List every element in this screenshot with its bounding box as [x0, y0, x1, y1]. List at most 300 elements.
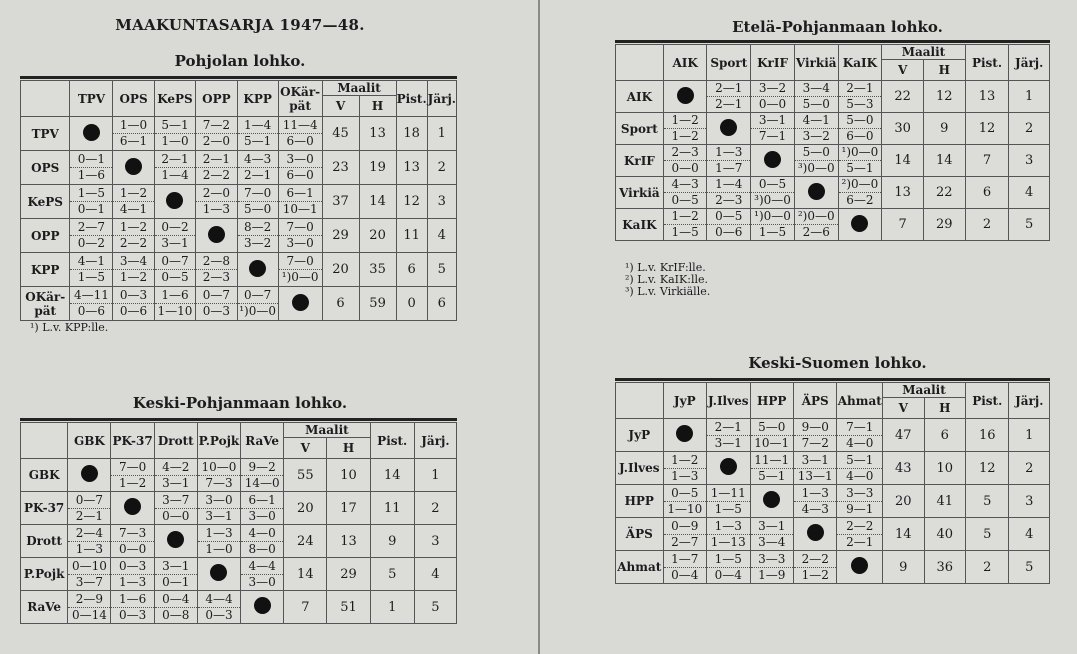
home-score: ¹)0—0	[839, 145, 882, 161]
match-result-cell	[154, 117, 196, 151]
match-result-cell	[154, 459, 197, 492]
match-result-cell	[663, 485, 706, 518]
match-result-cell	[278, 219, 322, 253]
filled-circle-icon	[83, 124, 100, 141]
filled-circle-icon	[125, 158, 142, 175]
rank: 3	[1009, 485, 1050, 518]
away-score: 3—1	[205, 508, 233, 523]
match-result-cell	[111, 591, 154, 624]
filled-circle-icon	[167, 531, 184, 548]
home-score: ²)0—0	[795, 209, 838, 225]
home-score: 1—2	[664, 209, 707, 225]
match-result-cell	[70, 253, 113, 287]
team-name: KePS	[21, 185, 70, 219]
team-name: Sport	[616, 113, 664, 145]
points: 2	[965, 551, 1008, 584]
rank-header: Järj.	[1009, 383, 1050, 419]
match-result-cell	[278, 117, 322, 151]
match-result-cell	[750, 518, 793, 551]
column-header-gbk: GBK	[68, 423, 111, 459]
corner-cell	[21, 423, 68, 459]
points: 7	[965, 145, 1009, 177]
home-score: 0—3	[113, 288, 153, 304]
match-result-cell	[751, 177, 795, 209]
home-score: 10—0	[198, 460, 240, 476]
home-score: 2—1	[196, 152, 236, 168]
column-header-aik: AIK	[663, 45, 707, 81]
away-score: 1—2	[801, 567, 829, 582]
table-row	[21, 525, 457, 558]
away-score: 0—2	[77, 236, 106, 250]
column-header-j-ilves: J.Ilves	[707, 383, 750, 419]
home-score: 7—0	[111, 460, 153, 476]
match-result-cell	[68, 591, 111, 624]
match-result-cell	[793, 485, 836, 518]
rank-header: Järj.	[1009, 45, 1050, 81]
table-rule	[615, 40, 1050, 43]
rank: 2	[1009, 452, 1050, 485]
goals-for: 45	[322, 117, 359, 151]
table-row	[616, 113, 1050, 145]
away-score: 9—1	[846, 501, 874, 516]
points: 14	[370, 459, 414, 492]
points: 11	[396, 219, 427, 253]
home-score: 11—1	[751, 453, 793, 469]
goals-for-header: V	[284, 438, 327, 459]
home-score: 5—0	[795, 145, 838, 161]
away-score: 1—10	[667, 501, 703, 516]
goals-for: 23	[322, 151, 359, 185]
match-result-cell	[707, 419, 750, 452]
team-name: OPS	[21, 151, 70, 185]
column-header-ahmat: Ahmat	[837, 383, 883, 419]
home-score: 1—3	[198, 526, 240, 542]
points: 12	[965, 452, 1008, 485]
away-score: 0—0	[671, 161, 699, 175]
away-score: 3—1	[161, 236, 189, 250]
team-name: AIK	[616, 81, 664, 113]
home-score: 7—1	[837, 420, 882, 436]
goals-against: 29	[327, 558, 370, 591]
match-result-cell	[707, 177, 751, 209]
rank: 3	[414, 525, 456, 558]
home-score: 1—3	[707, 145, 750, 161]
home-score: 2—8	[196, 254, 236, 270]
match-result-cell	[70, 151, 113, 185]
rank: 3	[427, 185, 456, 219]
points: 18	[396, 117, 427, 151]
standings-table-keski-pohjanmaa	[20, 422, 457, 624]
home-score: 0—7	[196, 288, 236, 304]
standings-table-etela-pohjanmaa	[615, 44, 1050, 241]
home-score: 3—1	[155, 559, 197, 575]
away-score: 1—2	[118, 475, 147, 490]
team-name: OPP	[21, 219, 70, 253]
home-score: 0—5	[707, 209, 750, 225]
self-match-cell	[707, 452, 750, 485]
home-score: 3—3	[837, 486, 882, 502]
match-result-cell	[663, 452, 706, 485]
home-score: 4—11	[70, 288, 112, 304]
home-score: 4—3	[238, 152, 278, 168]
column-header-äps: ÄPS	[793, 383, 836, 419]
match-result-cell	[241, 558, 284, 591]
team-name: KrIF	[616, 145, 664, 177]
home-score: 3—7	[155, 493, 197, 509]
home-score: 1—5	[70, 186, 112, 202]
goals-against-header: H	[924, 398, 965, 419]
points: 6	[396, 253, 427, 287]
filled-circle-icon	[851, 557, 868, 574]
table-row	[616, 177, 1050, 209]
column-header-krif: KrIF	[751, 45, 795, 81]
goals-against: 22	[923, 177, 965, 209]
home-score: 3—0	[279, 152, 322, 168]
points: 9	[370, 525, 414, 558]
table-row	[21, 558, 457, 591]
filled-circle-icon	[677, 87, 694, 104]
main-title: MAAKUNTASARJA 1947—48.	[115, 16, 365, 34]
home-score: 1—4	[707, 177, 750, 193]
points: 5	[370, 558, 414, 591]
away-score: 0—0	[162, 508, 190, 523]
match-result-cell	[70, 185, 113, 219]
home-score: 7—0	[238, 186, 278, 202]
rank: 4	[427, 219, 456, 253]
team-name: JyP	[616, 419, 664, 452]
away-score: 0—5	[671, 193, 699, 207]
away-score: 1—13	[710, 534, 746, 549]
goals-for: 55	[284, 459, 327, 492]
table-row	[21, 117, 457, 151]
match-result-cell	[237, 117, 278, 151]
goals-against: 35	[359, 253, 396, 287]
team-name: RaVe	[21, 591, 68, 624]
points-header: Pist.	[965, 45, 1009, 81]
home-score: 2—1	[707, 420, 749, 436]
match-result-cell	[113, 253, 154, 287]
filled-circle-icon	[720, 119, 737, 136]
away-score: 2—7	[671, 534, 699, 549]
away-score: 3—7	[75, 574, 104, 589]
home-score: 7—0	[279, 220, 322, 236]
home-score: 1—5	[707, 552, 749, 568]
goals-against: 59	[359, 287, 396, 321]
home-score: 4—3	[664, 177, 707, 193]
away-score: 0—0	[118, 541, 147, 556]
table-row	[21, 185, 457, 219]
match-result-cell	[113, 287, 154, 321]
filled-circle-icon	[720, 458, 737, 475]
home-score: 6—1	[241, 493, 283, 509]
away-score: 0—8	[162, 607, 190, 622]
away-score: 5—0	[802, 97, 830, 111]
home-score: 0—7	[68, 493, 110, 509]
away-score: 0—3	[202, 304, 231, 318]
points: 2	[965, 209, 1009, 241]
goals-for: 7	[284, 591, 327, 624]
away-score: 1—4	[161, 168, 189, 182]
footnote: ¹) L.v. KrIF:lle.	[625, 261, 706, 274]
goals-for: 6	[322, 287, 359, 321]
corner-cell	[616, 383, 664, 419]
goals-for: 43	[883, 452, 924, 485]
corner-cell	[21, 81, 70, 117]
column-header-tpv: TPV	[70, 81, 113, 117]
points: 12	[965, 113, 1009, 145]
match-result-cell	[237, 219, 278, 253]
home-score: 2—1	[155, 152, 196, 168]
points-header: Pist.	[396, 81, 427, 117]
goals-header: Maalit	[883, 383, 966, 398]
table-row	[616, 452, 1050, 485]
match-result-cell	[707, 518, 750, 551]
home-score: 1—2	[113, 186, 153, 202]
table-row	[616, 485, 1050, 518]
match-result-cell	[837, 518, 883, 551]
away-score: 4—1	[119, 202, 148, 216]
goals-for-header: V	[883, 398, 924, 419]
away-score: 6—0	[286, 168, 314, 182]
column-header-okär-pät: OKär-pät	[278, 81, 322, 117]
filled-circle-icon	[254, 597, 271, 614]
home-score: 4—2	[155, 460, 197, 476]
home-score: 2—1	[839, 81, 882, 97]
home-score: 1—2	[113, 220, 153, 236]
points-header: Pist.	[370, 423, 414, 459]
away-score: 1—2	[671, 129, 699, 143]
away-score: 3—2	[244, 236, 272, 250]
home-score: 3—1	[794, 453, 836, 469]
corner-cell	[616, 45, 664, 81]
home-score: 3—1	[751, 519, 793, 535]
away-score: 1—9	[758, 567, 786, 582]
goals-against: 13	[327, 525, 370, 558]
column-header-rave: RaVe	[241, 423, 284, 459]
rank-header: Järj.	[427, 81, 456, 117]
table-row	[21, 459, 457, 492]
home-score: 0—2	[155, 220, 196, 236]
filled-circle-icon	[81, 465, 98, 482]
away-score: 7—2	[801, 435, 829, 450]
away-score: 6—0	[286, 134, 314, 148]
goals-against-header: H	[327, 438, 370, 459]
self-match-cell	[241, 591, 284, 624]
away-score: 1—5	[671, 225, 699, 239]
match-result-cell	[663, 209, 707, 241]
goals-header: Maalit	[284, 423, 370, 438]
away-score: 2—3	[715, 193, 743, 207]
away-score: 1—3	[671, 468, 699, 483]
match-result-cell	[751, 113, 795, 145]
match-result-cell	[663, 551, 706, 584]
match-result-cell	[111, 558, 154, 591]
home-score: 4—4	[241, 559, 283, 575]
away-score: 3—1	[162, 475, 190, 490]
table-row	[21, 591, 457, 624]
points: 16	[965, 419, 1008, 452]
home-score: 0—1	[70, 152, 112, 168]
match-result-cell	[154, 558, 197, 591]
team-name: TPV	[21, 117, 70, 151]
goals-against: 10	[924, 452, 965, 485]
self-match-cell	[663, 81, 707, 113]
away-score: ¹)0—0	[239, 304, 277, 318]
away-score: ³)0—0	[754, 193, 791, 207]
away-score: 3—4	[758, 534, 786, 549]
away-score: 0—3	[118, 607, 147, 622]
match-result-cell	[237, 185, 278, 219]
away-score: 1—5	[77, 270, 106, 284]
match-result-cell	[237, 287, 278, 321]
away-score: 1—0	[161, 134, 189, 148]
home-score: 5—1	[155, 118, 196, 134]
rank: 2	[427, 151, 456, 185]
away-score: 2—2	[119, 236, 148, 250]
match-result-cell	[197, 591, 240, 624]
goals-for: 29	[322, 219, 359, 253]
goals-against: 9	[923, 113, 965, 145]
match-result-cell	[197, 459, 240, 492]
goals-for: 20	[322, 253, 359, 287]
home-score: 0—3	[111, 559, 153, 575]
match-result-cell	[70, 219, 113, 253]
match-result-cell	[196, 253, 237, 287]
away-score: 2—6	[802, 225, 830, 239]
points: 6	[965, 177, 1009, 209]
home-score: 9—2	[241, 460, 283, 476]
rank: 2	[414, 492, 456, 525]
match-result-cell	[838, 177, 882, 209]
team-name: P.Pojk	[21, 558, 68, 591]
away-score: 13—1	[797, 468, 833, 483]
goals-header: Maalit	[882, 45, 965, 60]
match-result-cell	[750, 419, 793, 452]
home-score: 2—0	[196, 186, 236, 202]
table-row	[616, 145, 1050, 177]
points: 11	[370, 492, 414, 525]
rank: 5	[1009, 551, 1050, 584]
away-score: 7—3	[205, 475, 233, 490]
match-result-cell	[837, 485, 883, 518]
away-score: 14—0	[244, 475, 280, 490]
self-match-cell	[793, 518, 836, 551]
rank: 1	[414, 459, 456, 492]
section-title-etela-pohjanmaa: Etelä-Pohjanmaan lohko.	[732, 18, 943, 36]
filled-circle-icon	[807, 524, 824, 541]
home-score: 0—4	[155, 592, 197, 608]
self-match-cell	[837, 551, 883, 584]
match-result-cell	[196, 117, 237, 151]
table-row	[21, 219, 457, 253]
home-score: 3—3	[751, 552, 793, 568]
points: 13	[396, 151, 427, 185]
away-score: ³)0—0	[797, 161, 835, 175]
home-score: 1—3	[707, 519, 749, 535]
goals-for-header: V	[882, 60, 924, 81]
self-match-cell	[196, 219, 237, 253]
match-result-cell	[794, 145, 838, 177]
column-header-p-pojk: P.Pojk	[197, 423, 240, 459]
away-score: 5—1	[846, 161, 874, 175]
goals-against-header: H	[923, 60, 965, 81]
team-name: HPP	[616, 485, 664, 518]
column-header-kpp: KPP	[237, 81, 278, 117]
match-result-cell	[68, 492, 111, 525]
goals-for: 37	[322, 185, 359, 219]
away-score: 2—1	[244, 168, 272, 182]
home-score: 0—7	[238, 288, 278, 304]
column-header-ops: OPS	[113, 81, 154, 117]
home-score: 2—3	[664, 145, 707, 161]
section-title-pohjola: Pohjolan lohko.	[174, 52, 306, 70]
self-match-cell	[838, 209, 882, 241]
away-score: 10—1	[282, 202, 318, 216]
home-score: 3—4	[113, 254, 153, 270]
match-result-cell	[113, 117, 154, 151]
rank: 5	[1009, 209, 1050, 241]
goals-for: 47	[883, 419, 924, 452]
standings-table-pohjola	[20, 80, 457, 321]
filled-circle-icon	[292, 294, 309, 311]
home-score: 3—2	[751, 81, 794, 97]
home-score: 1—2	[664, 113, 707, 129]
home-score: 0—10	[68, 559, 110, 575]
points: 13	[965, 81, 1009, 113]
column-header-drott: Drott	[154, 423, 197, 459]
home-score: 2—2	[794, 552, 836, 568]
match-result-cell	[196, 185, 237, 219]
away-score: 0—1	[77, 202, 106, 216]
column-header-kaik: KaIK	[838, 45, 882, 81]
goals-for: 20	[284, 492, 327, 525]
match-result-cell	[793, 551, 836, 584]
table-rule	[20, 418, 457, 421]
goals-for: 13	[882, 177, 924, 209]
home-score: 4—1	[70, 254, 112, 270]
match-result-cell	[793, 419, 836, 452]
away-score: 2—2	[202, 168, 231, 182]
home-score: 1—0	[113, 118, 153, 134]
match-result-cell	[707, 551, 750, 584]
away-score: 4—0	[846, 435, 874, 450]
away-score: 1—2	[119, 270, 148, 284]
goals-for: 14	[883, 518, 924, 551]
home-score: 3—0	[198, 493, 240, 509]
home-score: 1—4	[238, 118, 278, 134]
match-result-cell	[750, 452, 793, 485]
self-match-cell	[154, 525, 197, 558]
goals-for: 22	[882, 81, 924, 113]
away-score: 1—3	[118, 574, 147, 589]
goals-against-header: H	[359, 96, 396, 117]
home-score: 0—5	[664, 486, 706, 502]
goals-against: 13	[359, 117, 396, 151]
footnotes-etela-pohjanmaa	[625, 262, 710, 298]
away-score: 10—1	[754, 435, 790, 450]
rank-header: Järj.	[414, 423, 456, 459]
rank: 6	[427, 287, 456, 321]
home-score: 7—3	[111, 526, 153, 542]
team-name: Ahmat	[616, 551, 664, 584]
match-result-cell	[838, 81, 882, 113]
match-result-cell	[751, 209, 795, 241]
away-score: 0—5	[161, 270, 189, 284]
home-score: 2—7	[70, 220, 112, 236]
away-score: 5—3	[846, 97, 874, 111]
match-result-cell	[837, 452, 883, 485]
column-header-virkiä: Virkiä	[794, 45, 838, 81]
